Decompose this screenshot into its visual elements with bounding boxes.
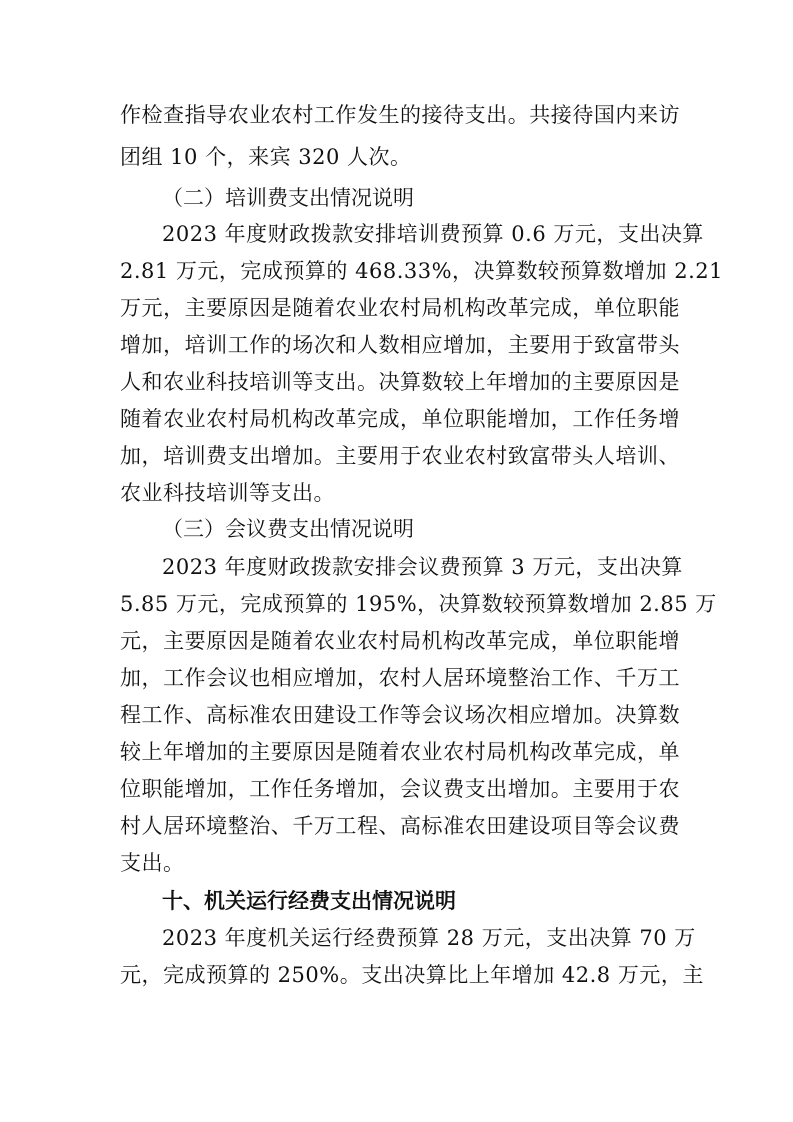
paragraph-line: 随着农业农村局机构改革完成，单位职能增加，工作任务增 — [120, 407, 680, 431]
paragraph-line: 较上年增加的主要原因是随着农业农村局机构改革完成，单 — [120, 740, 680, 764]
paragraph-line: 2023 年度财政拨款安排会议费预算 3 万元，支出决算 — [162, 555, 683, 579]
paragraph-line: 增加，培训工作的场次和人数相应增加，主要用于致富带头 — [120, 333, 680, 357]
paragraph-line: 万元，主要原因是随着农业农村局机构改革完成，单位职能 — [120, 296, 680, 320]
paragraph-line: 支出。 — [120, 851, 185, 875]
paragraph-line: 人和农业科技培训等支出。决算数较上年增加的主要原因是 — [120, 370, 680, 394]
paragraph-line: 位职能增加，工作任务增加，会议费支出增加。主要用于农 — [120, 777, 680, 801]
paragraph-line: 2023 年度机关运行经费预算 28 万元，支出决算 70 万 — [162, 926, 696, 950]
paragraph-line: 加，工作会议也相应增加，农村人居环境整治工作、千万工 — [120, 666, 680, 690]
paragraph-line: 元，主要原因是随着农业农村局机构改革完成，单位职能增 — [120, 629, 680, 653]
paragraph-line: 加，培训费支出增加。主要用于农业农村致富带头人培训、 — [120, 444, 680, 468]
paragraph-line: 团组 10 个，来宾 320 人次。 — [120, 145, 412, 169]
paragraph-line: 村人居环境整治、千万工程、高标准农田建设项目等会议费 — [120, 814, 680, 838]
paragraph-line: 2.81 万元，完成预算的 468.33%，决算数较预算数增加 2.21 — [120, 259, 723, 283]
section-heading-training: （二）培训费支出情况说明 — [162, 186, 414, 210]
paragraph-line: 作检查指导农业农村工作发生的接待支出。共接待国内来访 — [120, 103, 680, 127]
section-heading-operating-costs: 十、机关运行经费支出情况说明 — [162, 889, 456, 913]
paragraph-line: 程工作、高标准农田建设工作等会议场次相应增加。决算数 — [120, 703, 680, 727]
paragraph-line: 元，完成预算的 250%。支出决算比上年增加 42.8 万元，主 — [120, 963, 704, 987]
paragraph-line: 5.85 万元，完成预算的 195%，决算数较预算数增加 2.85 万 — [120, 592, 717, 616]
section-heading-meeting: （三）会议费支出情况说明 — [162, 517, 414, 541]
paragraph-line: 农业科技培训等支出。 — [120, 481, 335, 505]
paragraph-line: 2023 年度财政拨款安排培训费预算 0.6 万元，支出决算 — [162, 222, 704, 246]
